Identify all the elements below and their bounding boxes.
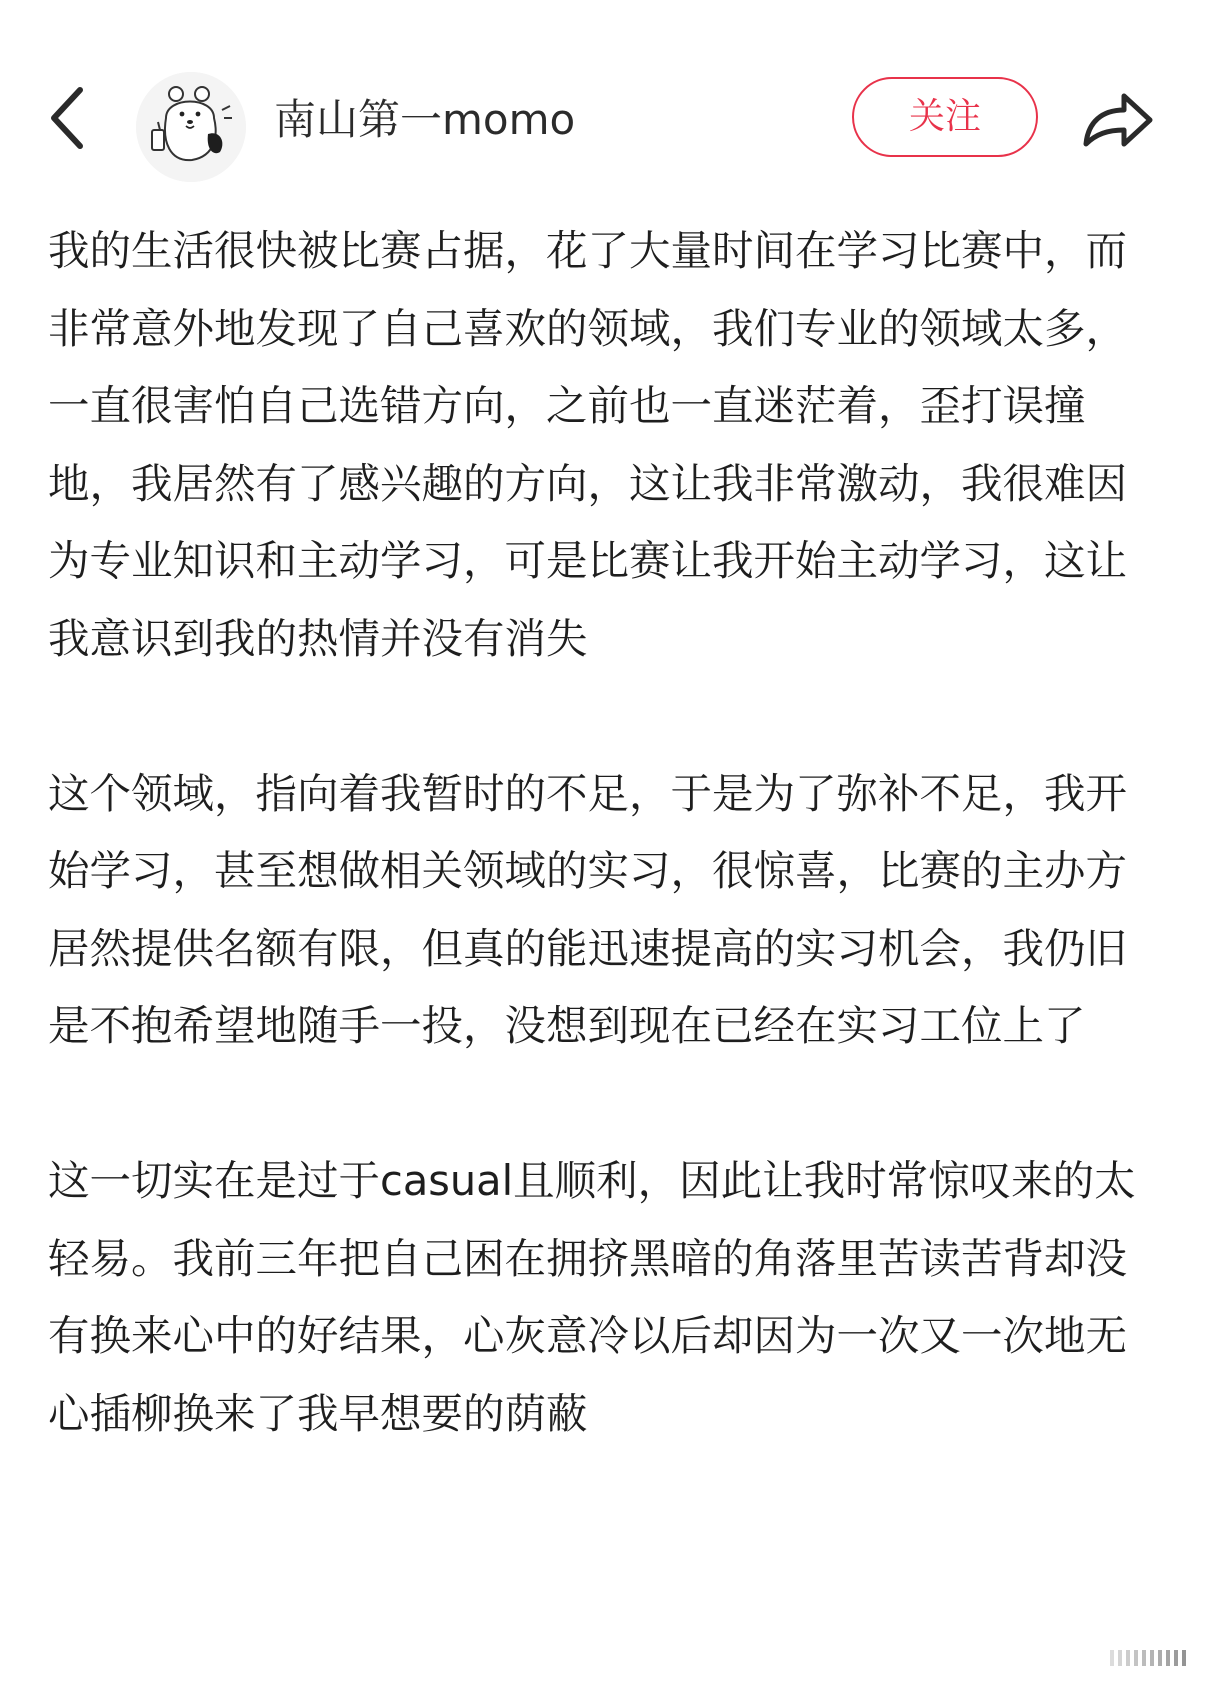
follow-button[interactable]: 关注 <box>852 77 1038 157</box>
bear-avatar-icon <box>136 72 246 182</box>
chevron-left-icon <box>44 78 100 158</box>
share-arrow-icon <box>1078 82 1158 162</box>
post-body <box>48 212 1163 1452</box>
back-button[interactable] <box>44 78 100 158</box>
avatar[interactable] <box>136 72 246 182</box>
post-paragraph: 我的生活很快被比赛占据，花了大量时间在学习比赛中，而非常意外地发现了自己喜欢的领域，我们专业的领域太多，一直很害怕自己选错方向，之前也一直迷茫着，歪打误撞地，我居然有了感兴趣的方向，这让我非常激动，我很难因为专业知识和主动学习，可是比赛让我开始主动学习，这让我意识到我的热情并没有消失 <box>48 226 1128 663</box>
post-paragraph: 这一切实在是过于casual且顺利，因此让我时常惊叹来的太轻易。我前三年把自己困在拥挤黑暗的角落里苦读苦背却没有换来心中的好结果，心灰意冷以后却因为一次又一次地无心插柳换来了我早想要的荫蔽 <box>48 1156 1136 1438</box>
post-paragraph: 这个领域，指向着我暂时的不足，于是为了弥补不足，我开始学习，甚至想做相关领域的实习，很惊喜，比赛的主办方居然提供名额有限，但真的能迅速提高的实习机会，我仍旧是不抱希望地随手一投，没想到现在已经在实习工位上了 <box>48 768 1128 1050</box>
share-button[interactable] <box>1078 82 1158 162</box>
post-header <box>0 0 1205 180</box>
text-fade-indicator-icon <box>1108 1644 1192 1672</box>
username[interactable]: 南山第一momo <box>274 95 576 144</box>
